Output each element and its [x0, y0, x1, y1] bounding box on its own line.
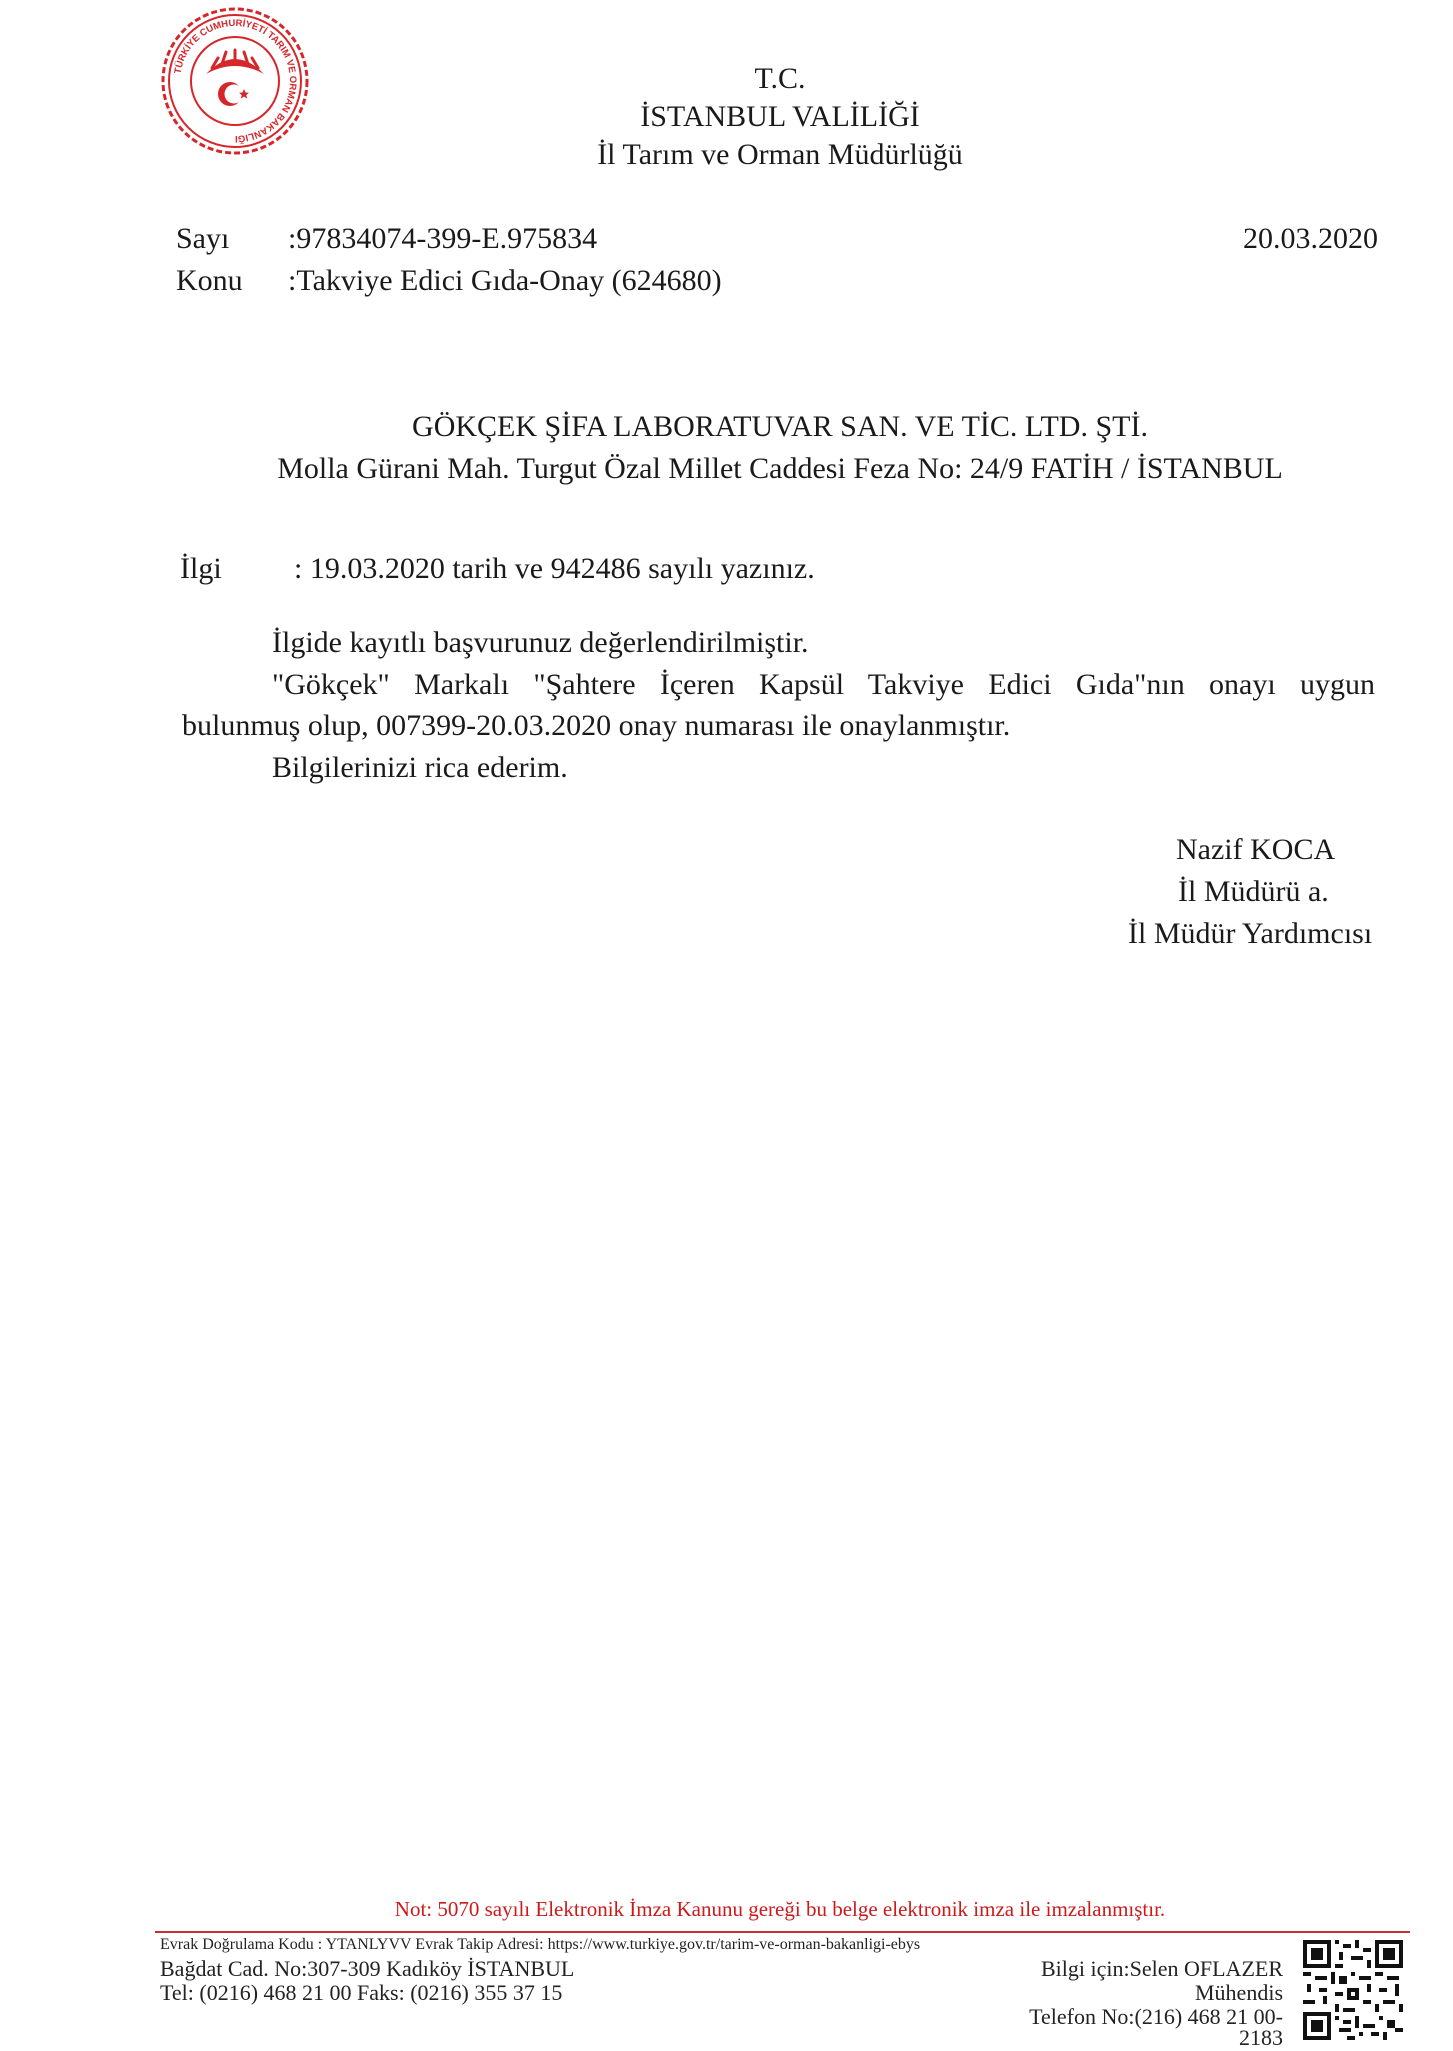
- e-signature-notice: Not: 5070 sayılı Elektronik İmza Kanunu gereği bu belge elektronik imza ile imzalanmıştır.: [394, 1897, 1166, 1921]
- ilgi-label: İlgi: [180, 552, 222, 585]
- footer-divider: [155, 1931, 1410, 1933]
- document-date: 20.03.2020: [1243, 222, 1378, 255]
- footer-address: Bağdat Cad. No:307-309 Kadıköy İSTANBUL: [160, 1956, 575, 1981]
- header-governorship: İSTANBUL VALİLİĞİ: [640, 100, 920, 133]
- body-paragraph-1: İlgide kayıtlı başvurunuz değerlendirilmiştir.: [272, 626, 809, 659]
- signatory-title-2: İl Müdür Yardımcısı: [1128, 917, 1373, 950]
- footer-phone: Tel: (0216) 468 21 00 Faks: (0216) 355 37 15: [160, 1980, 563, 2005]
- konu-label: Konu: [176, 264, 243, 297]
- seal-ring-text: TÜRKİYE CUMHURİYETİ TARIM VE ORMAN BAKANLIĞI: [172, 17, 299, 145]
- sayi-label: Sayı: [176, 222, 230, 255]
- signatory-name: Nazif KOCA: [1176, 833, 1336, 866]
- info-contact: Bilgi için:Selen OFLAZER: [1041, 1956, 1283, 1981]
- body-paragraph-3: Bilgilerinizi rica ederim.: [272, 751, 568, 784]
- info-phone: Telefon No:(216) 468 21 00-: [1029, 2004, 1283, 2029]
- sayi-value: :97834074-399-E.975834: [288, 222, 598, 255]
- konu-value: :Takviye Edici Gıda-Onay (624680): [288, 264, 722, 297]
- header-tc: T.C.: [754, 62, 806, 95]
- qr-code: [1303, 1940, 1403, 2040]
- recipient-address: Molla Gürani Mah. Turgut Özal Millet Caddesi Feza No: 24/9 FATİH / İSTANBUL: [277, 452, 1283, 485]
- info-phone-ext: 2183: [1239, 2025, 1283, 2050]
- body-paragraph-2-line-1: "Gökçek" Markalı "Şahtere İçeren Kapsül Takviye Edici Gıda"nın onayı uygun: [272, 668, 1375, 701]
- body-paragraph-2-line-2: bulunmuş olup, 007399-20.03.2020 onay numarası ile onaylanmıştır.: [182, 709, 1011, 742]
- verification-line: Evrak Doğrulama Kodu : YTANLYVV Evrak Takip Adresi: https://www.turkiye.gov.tr/tarim-ve-orman-bakanligi-ebys: [160, 1936, 921, 1953]
- ilgi-value: : 19.03.2020 tarih ve 942486 sayılı yazınız.: [294, 552, 815, 585]
- header-directorate: İl Tarım ve Orman Müdürlüğü: [597, 138, 963, 171]
- signatory-title-1: İl Müdürü a.: [1178, 875, 1329, 908]
- info-title: Mühendis: [1195, 1980, 1283, 2005]
- recipient-name: GÖKÇEK ŞİFA LABORATUVAR SAN. VE TİC. LTD. ŞTİ.: [412, 410, 1148, 443]
